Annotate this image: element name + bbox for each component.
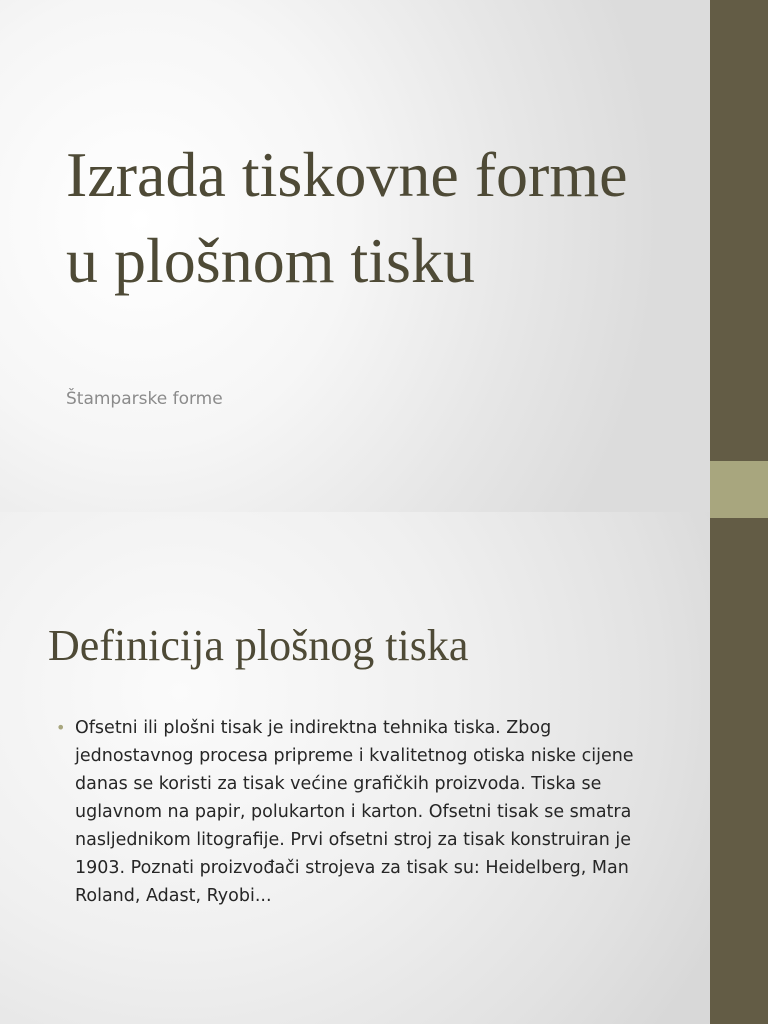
slide-heading: Definicija plošnog tiska: [48, 621, 469, 670]
bullet-list: [56, 714, 668, 910]
side-bar: [710, 512, 768, 1024]
content-slide: [0, 512, 768, 1024]
side-bar: [710, 0, 768, 512]
bullet-text: Ofsetni ili plošni tisak je indirektna tehnika tiska. Zbog jednostavnog procesa pripreme i kvalitetnog otiska niske cijene danas se koristi za tisak većine grafičkih proizvoda. Tiska se uglavnom na papir, polukarton i karton. Ofsetni tisak se smatra nasljednikom litografije. Prvi ofsetni stroj za tisak konstruiran je 1903. Poznati proizvođači strojeva za tisak su: Heidelberg, Man Roland, Adast, Ryobi...: [75, 718, 634, 906]
side-bar-accent: [710, 461, 768, 518]
slide-title: Izrada tiskovne forme u plošnom tisku: [66, 139, 628, 296]
slide-subtitle: Štamparske forme: [66, 389, 223, 409]
bullet-icon: •: [56, 718, 66, 737]
bullet-item: [56, 714, 668, 910]
